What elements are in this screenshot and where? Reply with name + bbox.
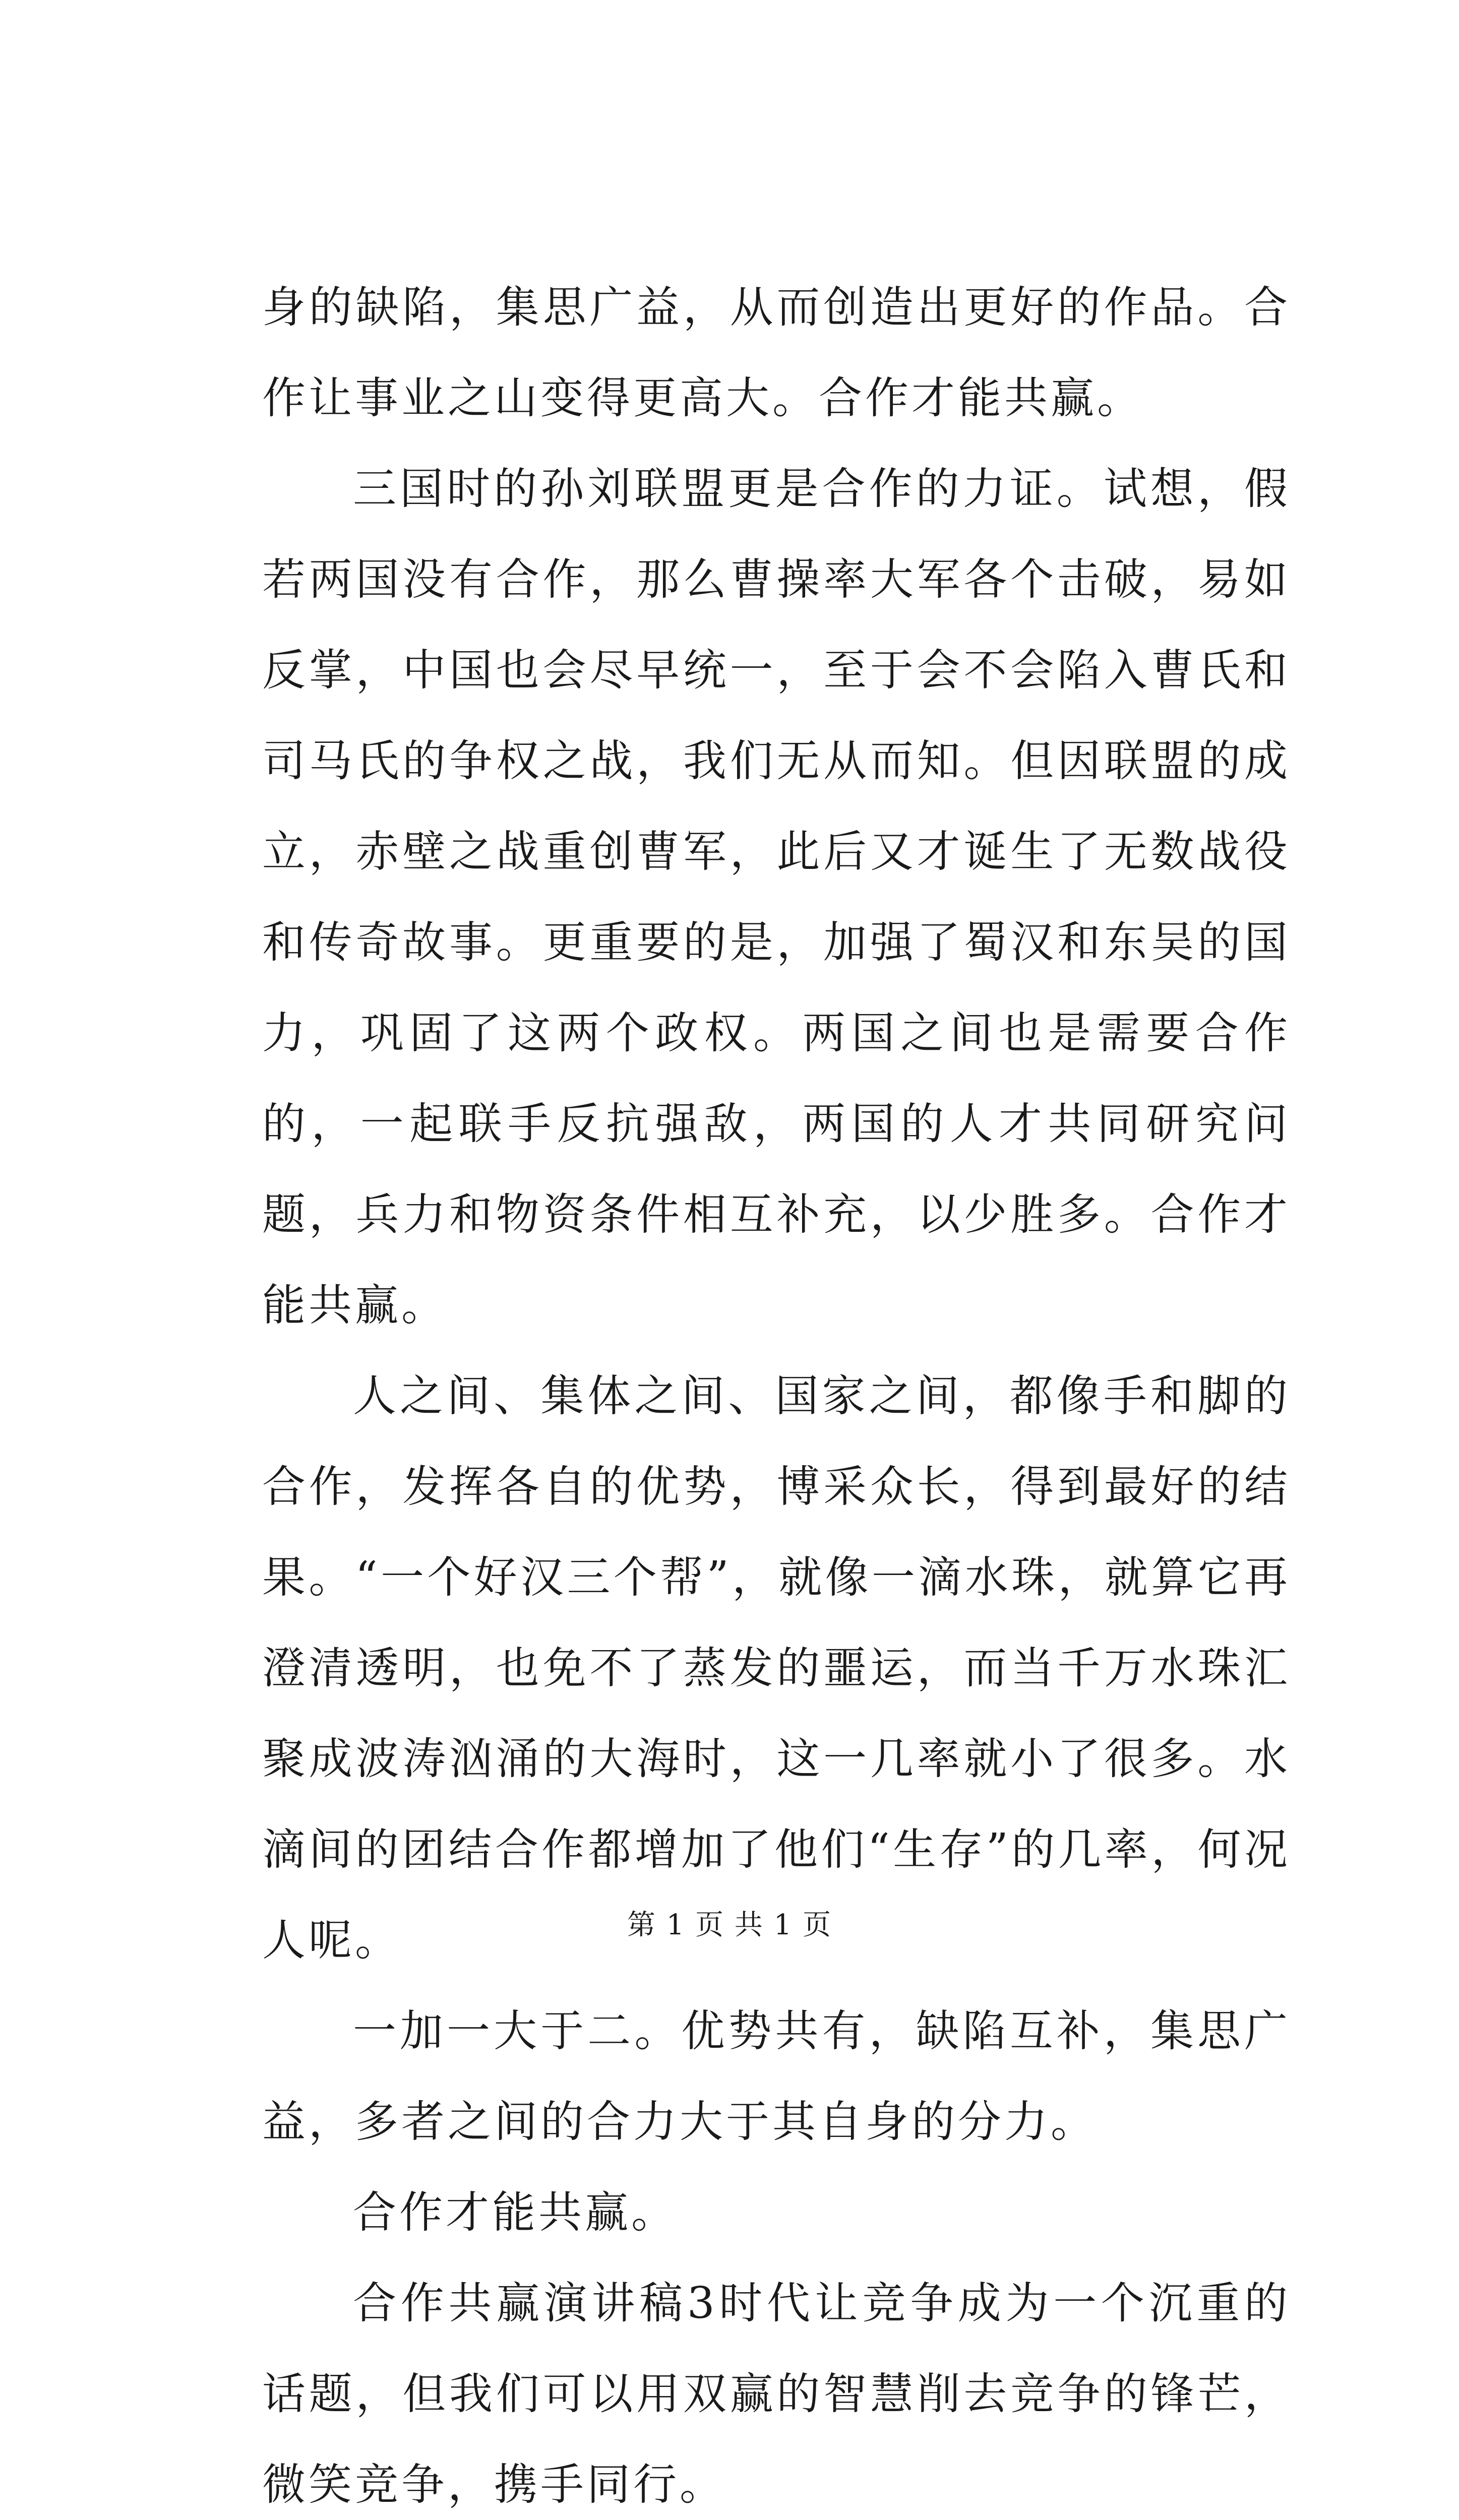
paragraph-1: 身的缺陷，集思广益，从而创造出更好的作品。合作让事业之山变得更高大。合作才能共赢。	[262, 282, 1291, 423]
page-number-footer: 第 1 页 共 1 页	[627, 1909, 832, 1941]
paragraph-4: 一加一大于二。优势共有，缺陷互补，集思广益，多者之间的合力大于其自身的分力。	[262, 2006, 1291, 2147]
paragraph-3: 人之间、集体之间、国家之间，都像手和脚的合作，发挥各自的优势，博采众长，得到最好的结果。“一个好汉三个帮”，就像一滴水珠，就算它再澄清透明，也免不了蒸发的噩运，而当千万水珠汇聚成波涛汹涌的大海时，这一几率就小了很多。水滴间的团结合作都增加了他们“生存”的几率，何况人呢。	[262, 1371, 1291, 1966]
paragraph-6: 合作共赢演讲稿3时代让竞争成为一个沉重的话题，但我们可以用双赢的智慧削去竞争的锋芒，微笑竞争，携手同行。	[262, 2278, 1291, 2510]
paragraph-2: 三国时的孙刘联盟更是合作的力证。试想，假若两国没有合作，那么曹操率大军各个击破，易如反掌，中国也会尽早统一，至于会不会陷入曹氏和司马氏的争权之战，我们无从而知。但因联盟的成立，赤壁之战重创曹军，此后又才诞生了无数战役和传奇故事。更重要的是，加强了蜀汉和东吴的国力，巩固了这两个政权。两国之间也是需要合作的，一起联手反抗强敌，两国的人才共同研究问题，兵力和物资条件相互补充，以少胜多。合作才能共赢。	[262, 464, 1291, 1331]
document-body	[262, 262, 1291, 2520]
paragraph-5: 合作才能共赢。	[353, 2187, 678, 2238]
